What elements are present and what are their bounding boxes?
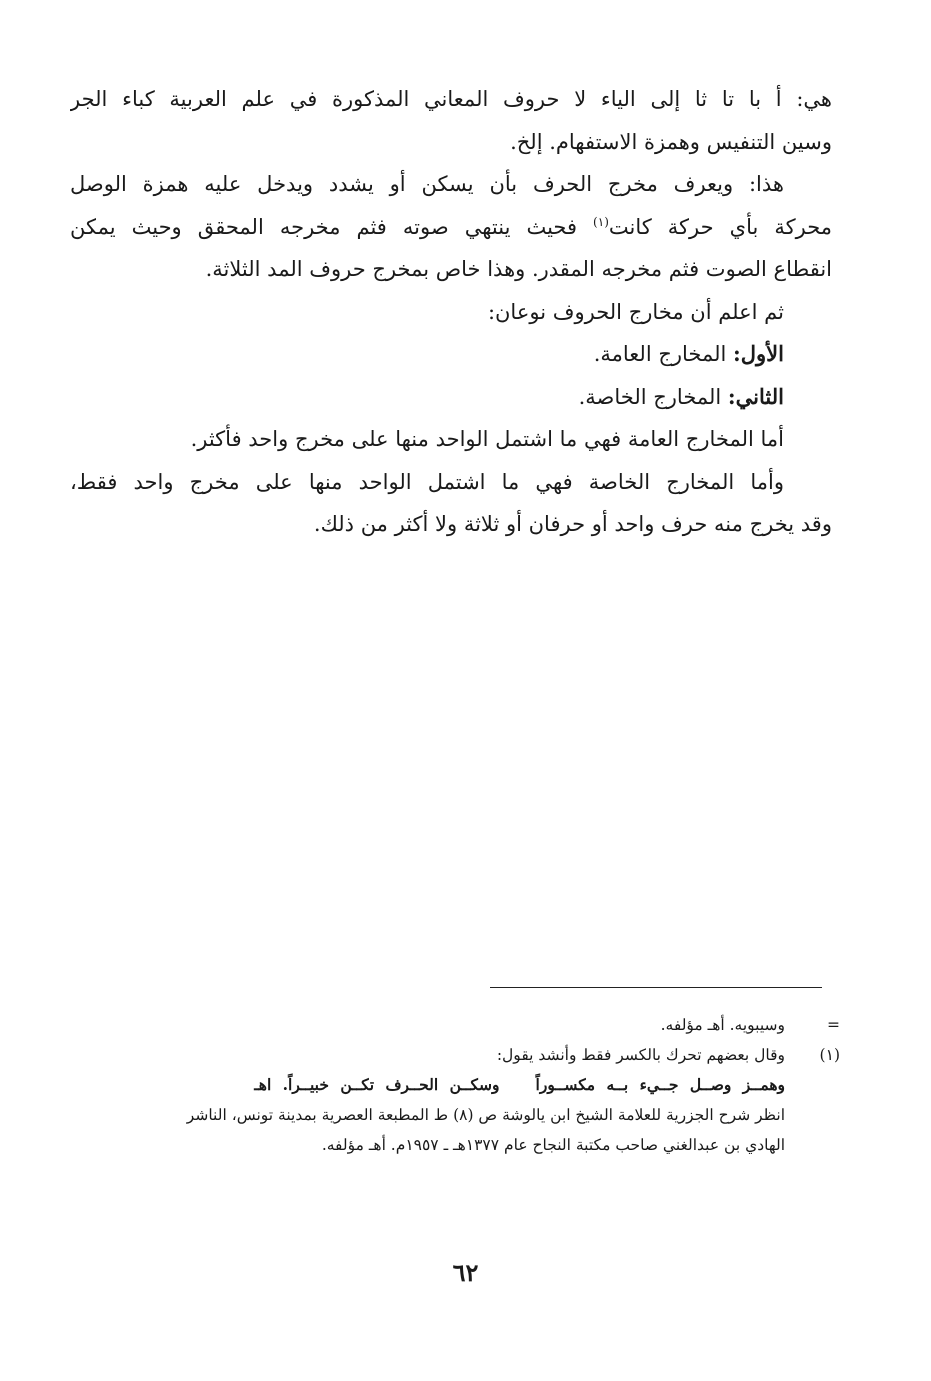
text-line — [70, 206, 832, 249]
item-label: الثاني: — [727, 383, 784, 409]
main-text-body — [70, 78, 832, 546]
footnote-continuation — [70, 1010, 840, 1040]
text-line: انقطاع الصوت فثم مخرجه المقدر. وهذا خاص بمخرج حروف المد الثلاثة. — [205, 257, 832, 281]
footnote-text: وسيبويه. أهـ مؤلفه. — [660, 1016, 785, 1034]
text-line: وسين التنفيس وهمزة الاستفهام. إلخ. — [510, 129, 832, 154]
footnote-text: وقال بعضهم تحرك بالكسر فقط وأنشد يقول: — [496, 1046, 785, 1064]
footnote-marker: = — [827, 1016, 840, 1034]
footnotes-section — [70, 1010, 840, 1160]
text-line: وقد يخرج منه حرف واحد أو حرفان أو ثلاثة ولا أكثر من ذلك. — [313, 512, 832, 536]
footnote-text: انظر شرح الجزرية للعلامة الشيخ ابن يالوشة ص (٨) ط المطبعة العصرية بمدينة تونس، الناشر — [186, 1106, 785, 1124]
list-item-first — [70, 333, 832, 376]
item-text: المخارج الخاصة. — [578, 384, 728, 409]
text-line: هي: أ با تا ثا إلى الياء لا حروف المعاني المذكورة في علم العربية كباء الجر — [70, 87, 832, 111]
text-segment: فحيث ينتهي صوته فثم مخرجه المحقق وحيث يمكن — [70, 214, 594, 239]
page-number: ٦٢ — [452, 1258, 479, 1287]
footnote-verse — [70, 1070, 840, 1100]
footnote-1 — [70, 1040, 840, 1070]
text-line: أما المخارج العامة فهي ما اشتمل الواحد منها على مخرج واحد فأكثر. — [190, 427, 784, 451]
item-text: المخارج العامة. — [593, 342, 734, 366]
verse-hemistich: وهمــز وصــل جــيء بــه مكســوراً — [535, 1075, 785, 1094]
footnote-reference: (١) — [593, 214, 609, 229]
footnote-marker: (١) — [819, 1046, 840, 1064]
footnote-text: الهادي بن عبدالغني صاحب مكتبة النجاح عام ١٣٧٧هـ ـ ١٩٥٧م. أهـ مؤلفه. — [321, 1136, 785, 1154]
text-segment: محركة بأي حركة كانت — [608, 214, 832, 239]
text-line: ثم اعلم أن مخارج الحروف نوعان: — [487, 299, 784, 324]
item-label: الأول: — [733, 341, 784, 366]
list-item-second — [70, 376, 832, 419]
footnote-divider — [490, 987, 822, 988]
text-line: وأما المخارج الخاصة فهي ما اشتمل الواحد منها على مخرج واحد فقط، — [70, 469, 784, 494]
text-line: هذا: ويعرف مخرج الحرف بأن يسكن أو يشدد ويدخل عليه همزة الوصل — [70, 172, 784, 196]
verse-hemistich: وسكــن الحــرف تكــن خبيــراً. اهـ — [254, 1075, 500, 1094]
